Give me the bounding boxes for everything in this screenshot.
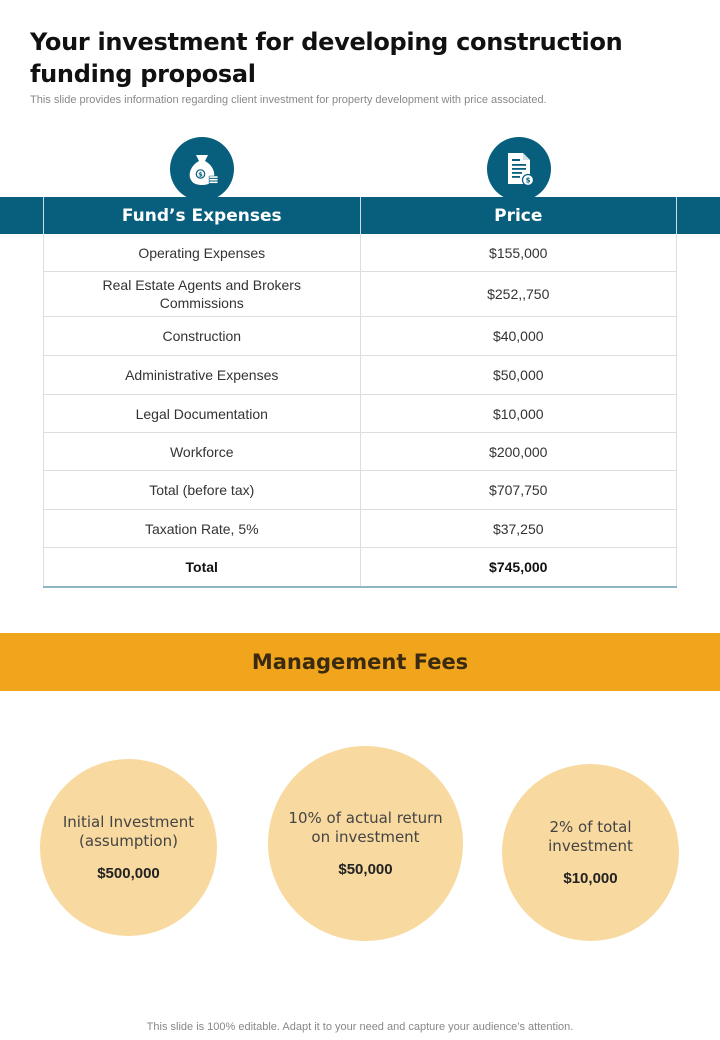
column-header-price: Price (360, 197, 678, 234)
expense-name: Legal Documentation (43, 395, 360, 432)
fee-circle-total-investment (502, 764, 679, 941)
invoice-document-icon (487, 137, 551, 201)
expense-name: Construction (43, 317, 360, 355)
svg-text:$: $ (198, 170, 203, 179)
expense-name: Real Estate Agents and Brokers Commissions (43, 272, 360, 316)
fee-circle-initial-investment (40, 759, 217, 936)
expense-price: $200,000 (360, 433, 678, 470)
fee-value: $10,000 (563, 870, 618, 887)
expense-name: Operating Expenses (43, 234, 360, 271)
footer-note: This slide is 100% editable. Adapt it to your need and capture your audience’s attention. (146, 1021, 574, 1033)
table-total-row (43, 548, 677, 586)
expense-price: $10,000 (360, 395, 678, 432)
fee-label: Initial Investment (assumption) (62, 813, 195, 850)
table-row (43, 356, 677, 395)
table-row (43, 272, 677, 317)
expense-price: $155,000 (360, 234, 678, 271)
table-row (43, 471, 677, 510)
expense-price: $252,,750 (360, 272, 678, 316)
table-row (43, 510, 677, 548)
money-bag-icon (170, 137, 234, 201)
svg-text:$: $ (525, 176, 531, 185)
total-price: $745,000 (360, 548, 678, 586)
expense-name: Taxation Rate, 5% (43, 510, 360, 547)
expense-name: Administrative Expenses (43, 356, 360, 394)
expenses-table (43, 197, 677, 588)
table-row (43, 234, 677, 272)
column-header-expenses: Fund’s Expenses (43, 197, 360, 234)
fee-value: $500,000 (97, 865, 160, 882)
fee-label: 10% of actual return on investment (288, 809, 443, 846)
table-header-row (43, 197, 677, 234)
fee-circle-return-on-investment (268, 746, 463, 941)
total-label: Total (43, 548, 360, 586)
management-fees-title: Management Fees (251, 650, 469, 674)
expense-name: Workforce (43, 433, 360, 470)
table-row (43, 317, 677, 356)
expense-name: Total (before tax) (43, 471, 360, 509)
page-title: Your investment for developing construction funding proposal (30, 28, 623, 88)
expense-price: $37,250 (360, 510, 678, 547)
fee-value: $50,000 (338, 861, 393, 878)
fee-label: 2% of total investment (548, 818, 633, 855)
page-subtitle: This slide provides information regarding client investment for property development with price associated. (30, 94, 547, 106)
table-body (43, 234, 677, 588)
management-fees-banner (0, 633, 720, 691)
expense-price: $50,000 (360, 356, 678, 394)
expense-price: $707,750 (360, 471, 678, 509)
table-row (43, 433, 677, 471)
table-row (43, 395, 677, 433)
expense-price: $40,000 (360, 317, 678, 355)
